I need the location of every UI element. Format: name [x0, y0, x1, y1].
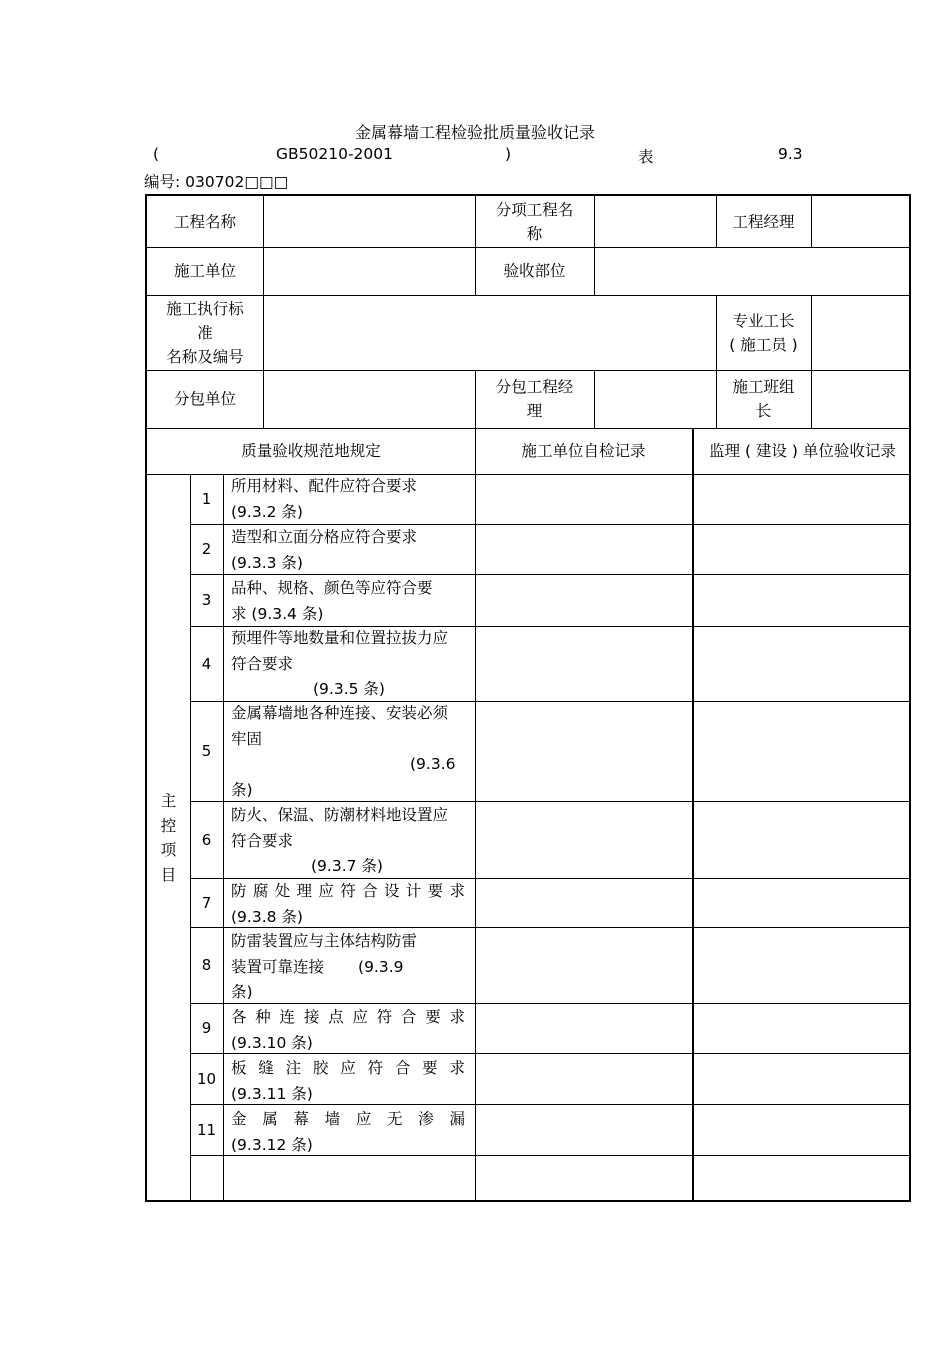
project-name-label: 工程名称 [173, 212, 236, 231]
item-line: 金属幕墙地各种连接、安装必须 [231, 704, 449, 722]
item-line: 造型和立面分格应符合要求 [231, 528, 418, 546]
col-line [692, 428, 694, 1202]
exec-standard-label [147, 295, 263, 370]
team-leader-label [716, 370, 811, 428]
category-char: 项 [160, 841, 177, 859]
label-line: 理 [526, 402, 543, 420]
col-line [594, 370, 595, 428]
foreman-label [716, 295, 811, 370]
label-line: 准 [197, 323, 213, 342]
label-line: 长 [755, 402, 772, 420]
item-line: 所用材料、配件应符合要求 [231, 477, 418, 495]
item-line: 防腐处理应符合设计要求 [231, 882, 465, 900]
label-line: 称 [526, 224, 543, 243]
standard-code: GB50210-2001 [276, 145, 393, 163]
item-line: 求 (9.3.4 条) [231, 604, 324, 623]
paren-open: ( [153, 145, 160, 163]
sub-manager-label [475, 370, 594, 428]
item-text [231, 1107, 465, 1158]
supervision-header: 监理 ( 建设 ) 单位验收记录 [709, 442, 896, 460]
project-manager-label: 工程经理 [732, 212, 795, 231]
item-text [231, 525, 471, 576]
item-line: (9.3.7 条) [311, 857, 383, 875]
item-line: 防火、保温、防潮材料地设置应 [231, 806, 449, 824]
paren-close: ) [505, 145, 512, 163]
item-line: 金属幕墙应无渗漏 [231, 1110, 465, 1128]
col-line [263, 196, 264, 428]
spec-header: 质量验收规范地规定 [241, 442, 381, 460]
item-line: (9.3.12 条) [231, 1135, 313, 1154]
item-text [231, 1056, 465, 1107]
acceptance-table [145, 194, 911, 1202]
item-number: 2 [201, 540, 212, 558]
item-line: 牢固 [231, 729, 263, 748]
item-line: (9.3.3 条) [231, 553, 303, 572]
label-line: 施工执行标 [166, 299, 244, 318]
record-code: 编号: 030702□□□ [144, 173, 289, 191]
label-line: 名称及编号 [166, 347, 244, 366]
col-line [594, 196, 595, 247]
label-line: 专业工长 [732, 311, 795, 330]
item-number: 11 [196, 1120, 217, 1139]
item-line: 板缝注胶应符合要求 [231, 1059, 465, 1077]
item-number: 8 [201, 956, 212, 974]
item-line: (9.3.8 条) [231, 907, 303, 926]
label-line: 分包工程经 [495, 378, 574, 396]
col-line [811, 295, 812, 428]
item-number: 1 [201, 490, 212, 508]
category-char: 控 [160, 816, 177, 835]
self-check-header: 施工单位自检记录 [521, 442, 646, 460]
item-line: 防雷装置应与主体结构防雷 [231, 932, 418, 950]
item-number: 7 [201, 893, 212, 912]
item-line: (9.3.6 [410, 755, 456, 773]
item-number: 3 [201, 591, 212, 609]
label-line: ( 施工员 ) [729, 335, 798, 354]
acceptance-part-label: 验收部位 [503, 262, 566, 280]
item-number: 10 [196, 1069, 217, 1088]
col-line [223, 474, 224, 1202]
item-line: 条) [231, 780, 253, 799]
category-char: 主 [160, 792, 177, 810]
item-number: 6 [201, 830, 212, 849]
item-line: (9.3.2 条) [231, 502, 303, 521]
item-text [231, 1005, 465, 1056]
sub-project-name-label [475, 196, 594, 247]
item-text [231, 576, 471, 627]
item-number: 4 [201, 654, 212, 673]
item-line: (9.3.10 条) [231, 1033, 313, 1052]
item-line: (9.3.9 [358, 957, 404, 976]
item-text [231, 879, 465, 930]
item-text [231, 474, 471, 525]
item-line: 符合要求 [231, 831, 294, 850]
main-control-category [147, 474, 190, 1202]
construction-unit-label: 施工单位 [173, 262, 236, 280]
item-text [231, 701, 481, 803]
item-text [231, 626, 481, 703]
item-line: 符合要求 [231, 654, 294, 673]
table-number: 9.3 [778, 145, 803, 163]
item-line: (9.3.11 条) [231, 1084, 313, 1103]
item-text [231, 929, 471, 1006]
item-line: 预埋件等地数量和位置拉拔力应 [231, 629, 449, 647]
label-line: 施工班组 [732, 378, 795, 396]
col-line [811, 196, 812, 247]
document-title: 金属幕墙工程检验批质量验收记录 [354, 123, 595, 142]
label-line: 分项工程名 [495, 200, 574, 219]
category-char: 目 [160, 865, 177, 884]
item-line: (9.3.5 条) [313, 680, 385, 698]
item-line: 装置可靠连接 [231, 957, 325, 976]
table-label: 表 [638, 148, 654, 166]
item-number: 5 [201, 742, 212, 760]
item-text [231, 803, 481, 880]
item-line: 品种、规格、颜色等应符合要 [231, 579, 433, 597]
item-line: 各种连接点应符合要求 [231, 1008, 465, 1026]
item-number: 9 [201, 1019, 212, 1037]
col-line [594, 247, 595, 295]
subcontractor-label: 分包单位 [173, 390, 236, 408]
item-line: 条) [231, 983, 253, 1001]
